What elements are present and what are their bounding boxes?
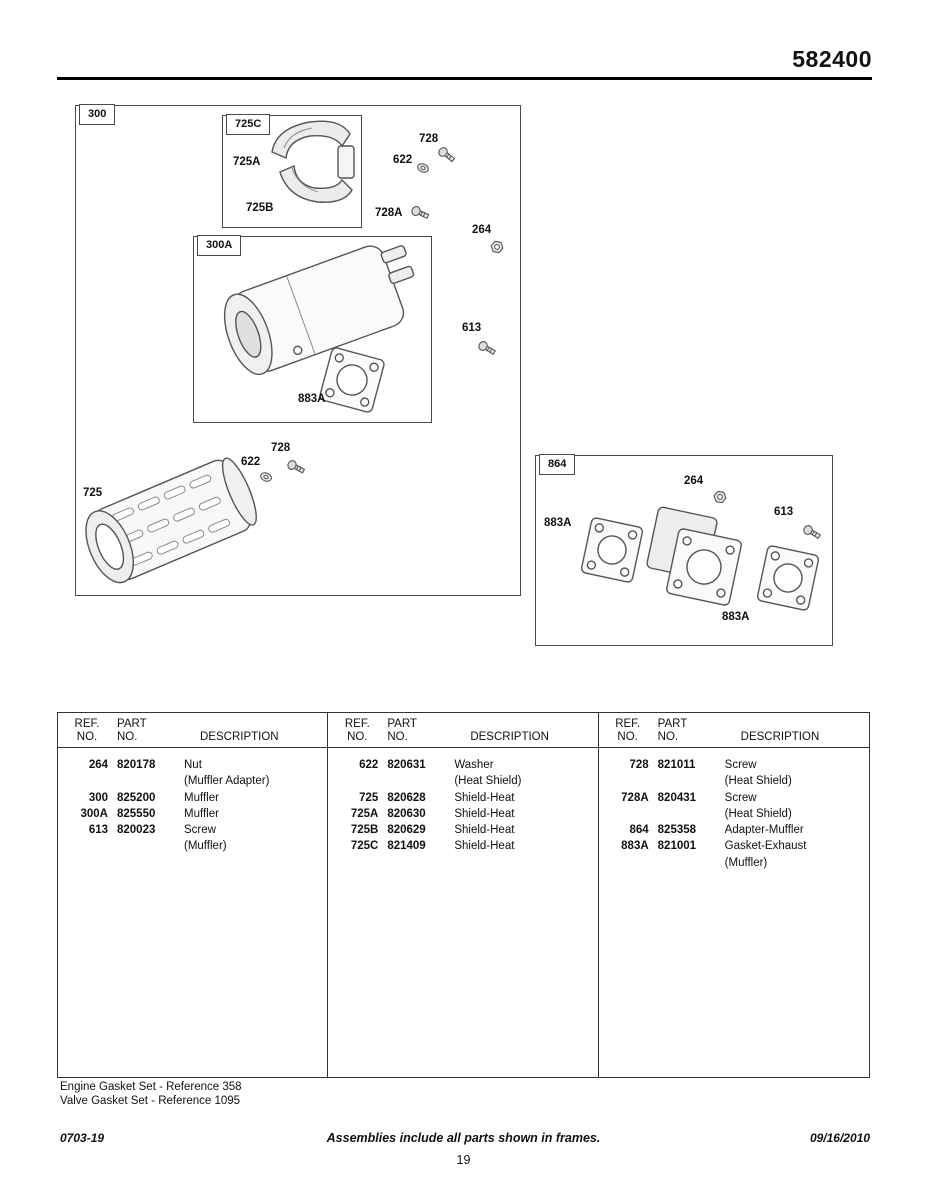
column-header-part: PART NO. [657, 718, 688, 743]
nut-264-864-icon [713, 491, 727, 503]
nut-264-icon [490, 241, 504, 253]
callout-264-864: 264 [684, 475, 704, 487]
description: Shield-Heat [454, 791, 515, 804]
washer-622-lower-icon [259, 471, 272, 482]
footer-assembly-note: Assemblies include all parts shown in frames. [326, 1131, 601, 1145]
description: Adapter-Muffler [724, 824, 804, 837]
description: Gasket-Exhaust [724, 840, 807, 853]
part-no [117, 838, 175, 854]
column-header-description: DESCRIPTION [200, 731, 279, 743]
part-no: 820628 [387, 791, 426, 804]
ref-no: 883A [621, 840, 649, 853]
screw-728-lower-icon [286, 459, 305, 475]
part-no [658, 773, 716, 789]
washer-622-icon [416, 162, 429, 173]
page-number: 19 [456, 1153, 471, 1167]
ref-no: 613 [88, 824, 108, 837]
description: (Heat Shield) [724, 775, 792, 788]
description: Shield-Heat [454, 824, 515, 837]
column-header-ref: REF. NO. [615, 718, 641, 743]
column-header-part: PART NO. [117, 718, 147, 743]
description: (Muffler) [184, 840, 227, 853]
description: Nut [184, 759, 202, 771]
callout-725b: 725B [246, 202, 274, 214]
part-no [658, 855, 716, 871]
ref-no [607, 855, 649, 871]
ref-no: 264 [88, 759, 108, 771]
table-row [336, 773, 593, 789]
ref-no [607, 806, 649, 822]
parts-table [57, 712, 870, 1078]
gasket-set-notes [60, 1081, 242, 1108]
frame-label-300: 300 [79, 104, 115, 125]
part-no: 821409 [387, 840, 426, 853]
callout-613-864: 613 [774, 506, 794, 518]
description: Shield-Heat [454, 840, 515, 853]
part-no: 821011 [657, 759, 696, 771]
table-row [66, 806, 323, 822]
heat-shield-halves-drawing [272, 121, 354, 202]
description: Washer [454, 759, 494, 771]
ref-no [66, 773, 108, 789]
table-row [607, 757, 865, 773]
ref-no: 300A [80, 807, 108, 820]
table-row [66, 838, 323, 854]
part-no: 820631 [387, 759, 426, 771]
column-header-ref: REF. NO. [344, 718, 370, 743]
table-row [607, 806, 865, 822]
description: Screw [724, 759, 757, 771]
screw-613-864-icon [802, 524, 821, 540]
callout-728a: 728A [375, 207, 403, 219]
frame-label-864: 864 [539, 454, 575, 475]
callout-622-top: 622 [393, 154, 413, 166]
part-no [658, 806, 716, 822]
column-header-part: PART NO. [387, 718, 417, 743]
ref-no: 725B [350, 824, 379, 837]
table-row [336, 790, 593, 806]
gasket-883a-right-drawing [757, 545, 820, 611]
table-header-rule [58, 747, 869, 748]
part-no: 820431 [657, 791, 697, 804]
description: (Muffler) [724, 856, 768, 869]
frame-label-725c: 725C [226, 114, 270, 135]
callout-622-lower: 622 [241, 456, 261, 468]
table-row [607, 855, 865, 871]
adapter-muffler-drawing [646, 506, 742, 605]
description: Muffler [184, 807, 219, 820]
model-number: 582400 [792, 46, 872, 72]
callout-728-top: 728 [419, 133, 439, 145]
table-row [607, 790, 865, 806]
part-no: 825200 [117, 791, 156, 804]
note-valve-gasket-set: Valve Gasket Set - Reference 1095 [60, 1094, 241, 1107]
gasket-883a-left-drawing [581, 517, 644, 583]
description: Shield-Heat [454, 807, 515, 820]
screw-728-icon [437, 146, 456, 164]
table-row [66, 790, 323, 806]
column-header-ref: REF. NO. [74, 718, 100, 743]
table-row [66, 822, 323, 838]
table-row [336, 806, 593, 822]
description: (Heat Shield) [724, 807, 792, 820]
table-row [66, 773, 323, 789]
column-header-description: DESCRIPTION [740, 731, 820, 743]
note-engine-gasket-set: Engine Gasket Set - Reference 358 [60, 1081, 242, 1093]
table-row [336, 757, 593, 773]
part-no: 825358 [657, 824, 697, 837]
frame-label-300a: 300A [197, 235, 241, 256]
callout-728-lower: 728 [271, 442, 291, 454]
table-column-2 [328, 713, 598, 1077]
ref-no: 622 [359, 759, 379, 771]
table-row [607, 822, 865, 838]
description: Screw [724, 791, 757, 804]
heat-shield-725-drawing [76, 453, 263, 590]
table-row [607, 773, 865, 789]
part-no: 820629 [387, 824, 426, 837]
part-no: 820023 [117, 824, 156, 837]
table-row [336, 838, 593, 854]
muffler-drawing [215, 235, 428, 381]
table-column-1 [58, 713, 328, 1077]
ref-no [66, 838, 108, 854]
table-row [607, 838, 865, 854]
description: (Heat Shield) [454, 775, 522, 788]
part-no [387, 773, 445, 789]
description: Screw [184, 824, 216, 837]
part-no: 825550 [117, 807, 156, 820]
ref-no: 725C [350, 840, 379, 853]
ref-no: 725 [359, 791, 379, 804]
table-row [336, 822, 593, 838]
ref-no: 300 [88, 791, 108, 804]
gasket-883a-drawing [319, 347, 385, 413]
footer-date: 09/16/2010 [809, 1131, 870, 1145]
ref-no [607, 773, 649, 789]
callout-883a-left: 883A [544, 517, 572, 529]
callout-883a-bottom: 883A [722, 611, 750, 623]
callout-613-mid: 613 [462, 322, 482, 334]
ref-no: 725A [350, 807, 379, 820]
description: Muffler [184, 791, 219, 804]
callout-725: 725 [83, 487, 103, 499]
table-column-3 [599, 713, 869, 1077]
table-row [66, 757, 323, 773]
ref-no: 728A [621, 791, 649, 804]
description: (Muffler Adapter) [184, 775, 270, 788]
ref-no [336, 773, 378, 789]
footer-revision-code: 0703-19 [60, 1131, 105, 1145]
part-no: 820630 [387, 807, 426, 820]
part-no: 821001 [657, 840, 697, 853]
part-no: 820178 [117, 759, 156, 771]
callout-883a-muffler: 883A [298, 393, 326, 405]
ref-no: 864 [629, 824, 649, 837]
callout-264-top: 264 [472, 224, 492, 236]
screw-613-icon [477, 340, 496, 356]
screw-728a-icon [410, 205, 429, 220]
part-no [117, 773, 175, 789]
callout-725a: 725A [233, 156, 261, 168]
ref-no: 728 [629, 759, 649, 771]
column-header-description: DESCRIPTION [470, 731, 549, 743]
